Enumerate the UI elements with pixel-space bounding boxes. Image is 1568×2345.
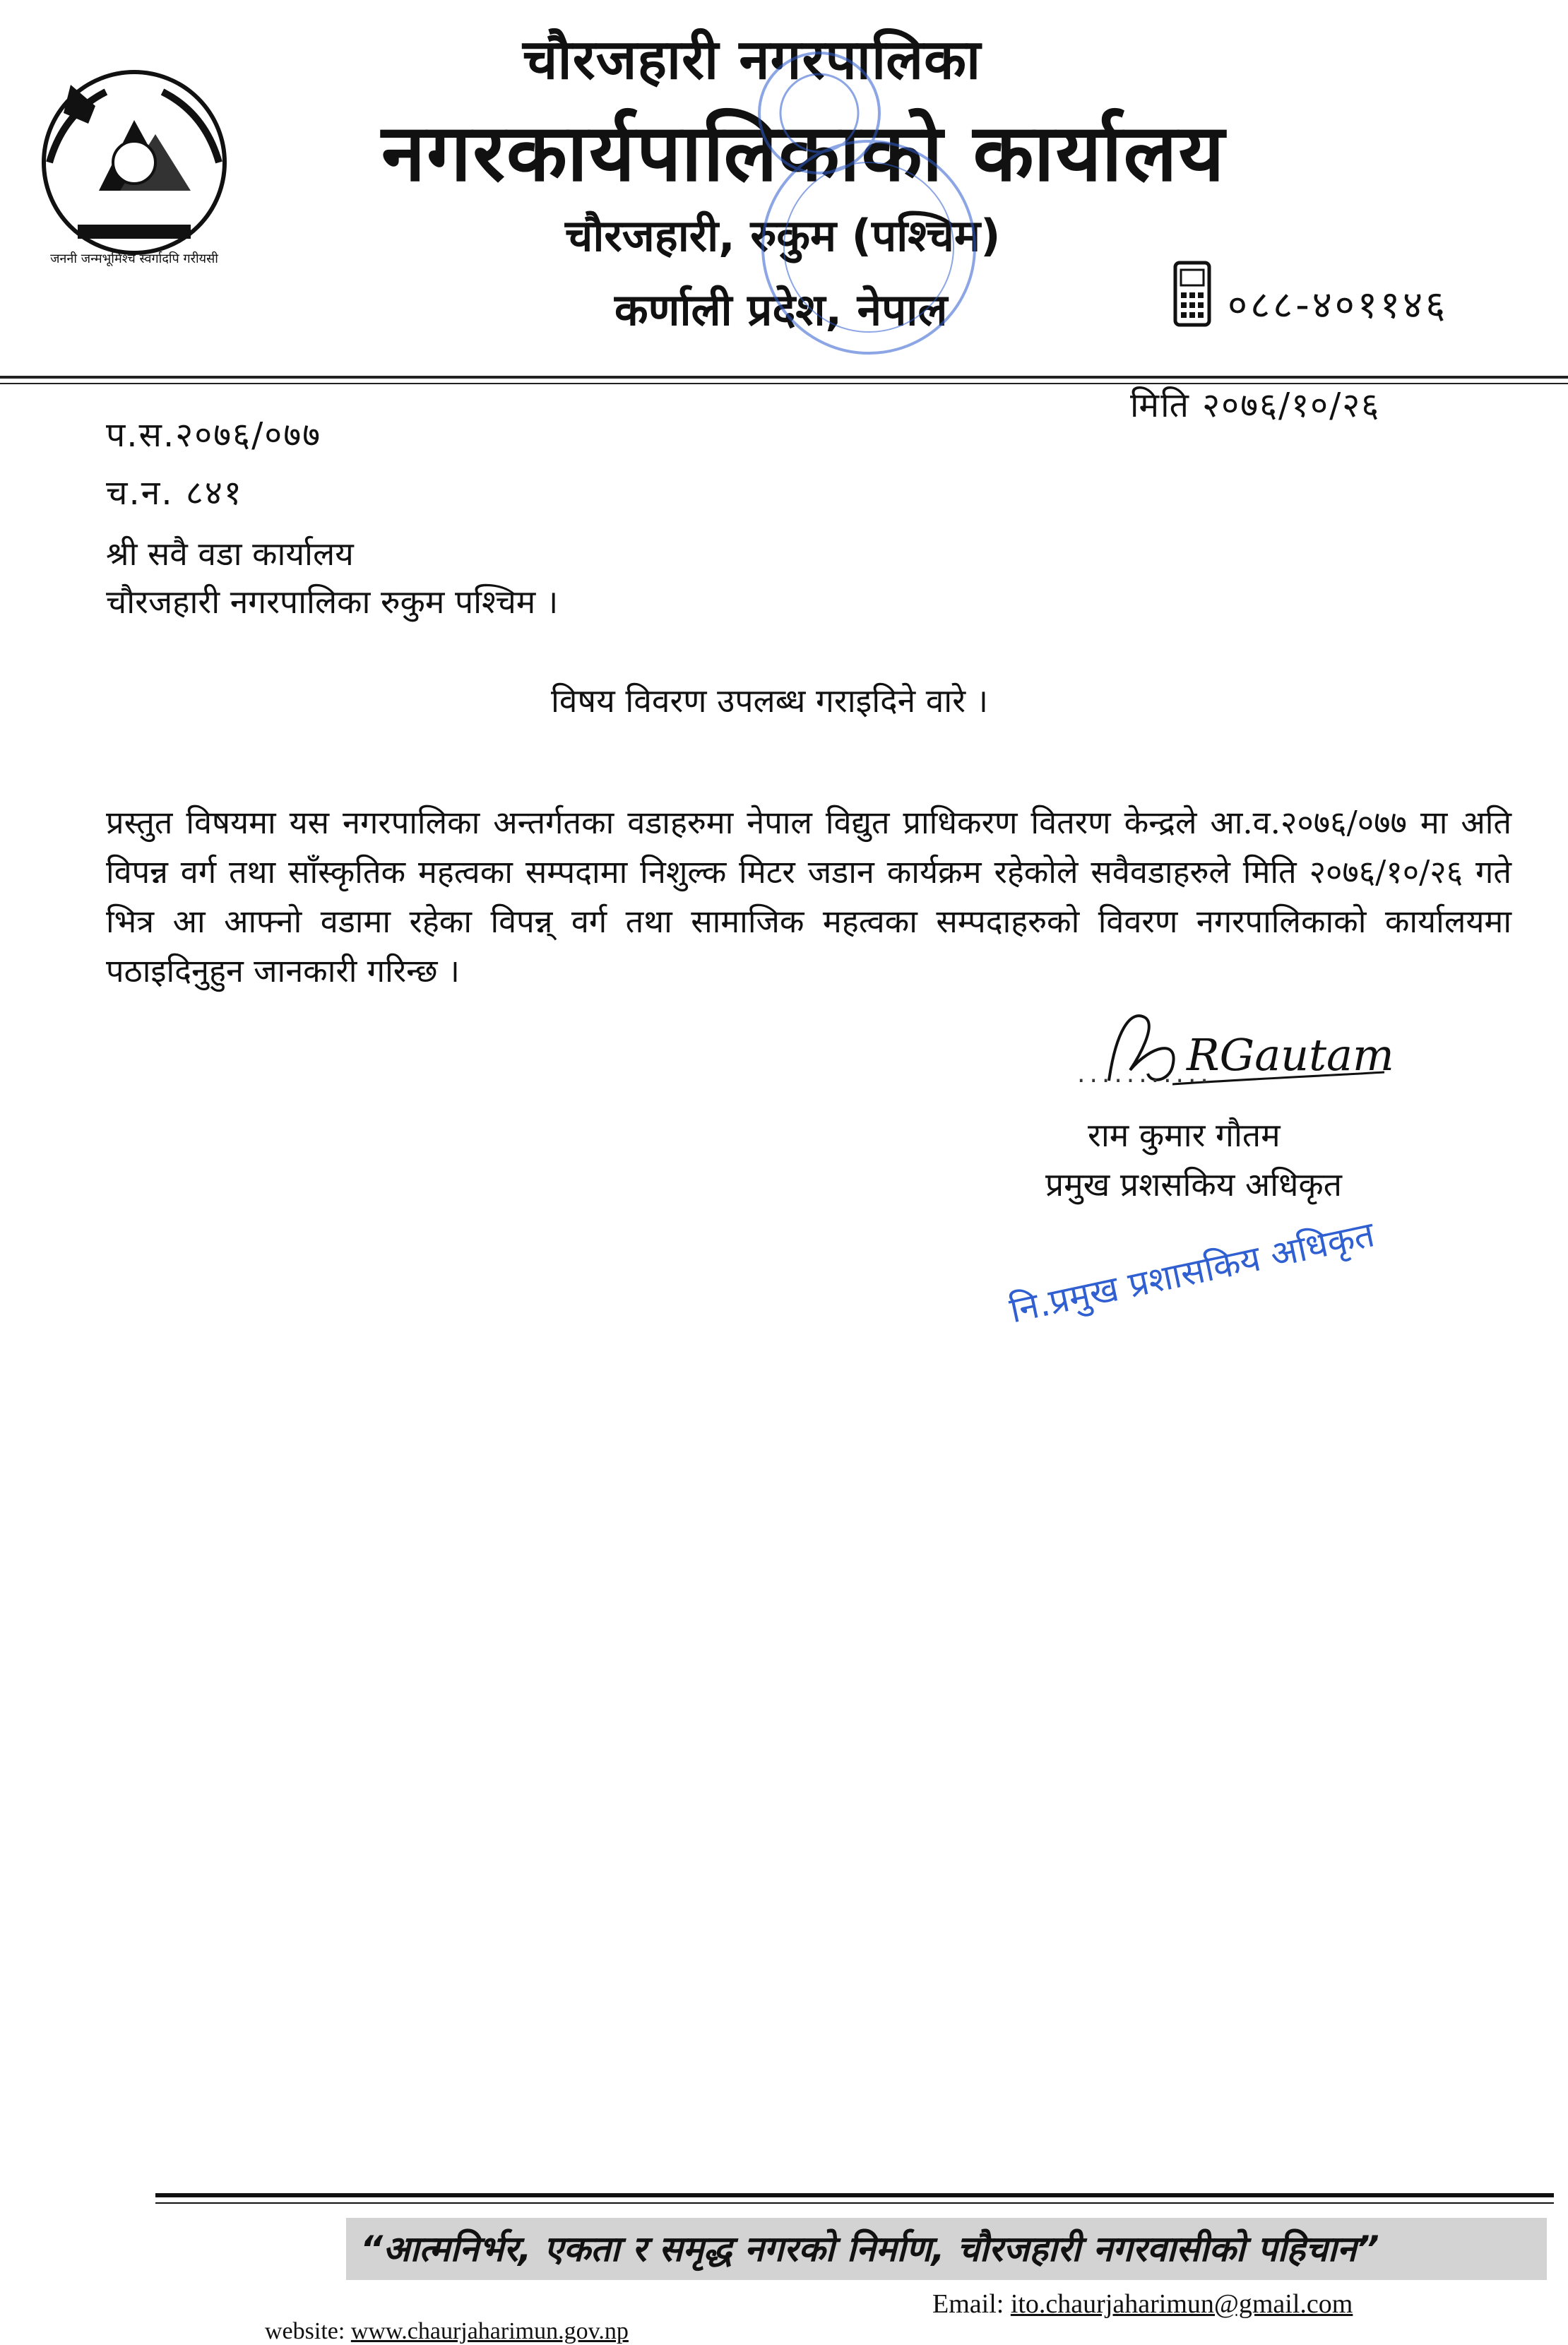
letter-subject: विषय विवरण उपलब्ध गराइदिने वारे । — [551, 682, 989, 720]
website-line — [265, 2318, 629, 2345]
signatory-name: राम कुमार गौतम — [1088, 1116, 1281, 1154]
footer-rule — [155, 2193, 1554, 2197]
footer-rule-thin — [155, 2202, 1554, 2204]
patra-sankhya: प.स.२०७६/०७७ — [106, 415, 322, 455]
mobile-phone-icon — [1171, 260, 1213, 328]
email-line — [932, 2288, 1353, 2320]
email-label: Email: — [932, 2289, 1011, 2319]
office-location: चौरजहारी, रुकुम (पश्चिम) — [565, 210, 1001, 261]
website-label: website: — [265, 2318, 351, 2344]
chalani-number: च.न. ८४१ — [106, 473, 243, 513]
municipality-motto: “आत्मनिर्भर, एकता र समृद्ध नगरको निर्माण, चौरजहारी नगरवासीको पहिचान” — [346, 2218, 1547, 2280]
letter-body: प्रस्तुत विषयमा यस नगरपालिका अन्तर्गतका वडाहरुमा नेपाल विद्युत प्राधिकरण वितरण केन्द्रले आ.व.२०७६/०७७ मा अति विपन्न वर्ग तथा साँस्कृतिक महत्वका सम्पदामा निशुल्क मिटर जडान कार्यक्रम रहेकोले सवैवडाहरुले मिति २०७६/१०/२६ गते भित्र आ आफ्नो वडामा रहेका विपन्न् वर्ग तथा सामाजिक महत्वका सम्पदाहरुको विवरण नगरपालिकाको कार्यालयमा पठाइदिनुहुन जानकारी गरिन्छ । — [106, 804, 1511, 990]
emblem-caption: जननी जन्मभूमिश्च स्वर्गादपि गरीयसी — [50, 251, 218, 266]
signature-text: RGautam — [1187, 1029, 1394, 1081]
municipality-name: चौरजहारी नगरपालिका — [523, 28, 982, 92]
website-link[interactable]: www.chaurjaharimun.gov.np — [350, 2318, 629, 2344]
header-rule — [0, 376, 1568, 379]
addressee-line-1: श्री सवै वडा कार्यालय — [106, 535, 354, 573]
signatory-title: प्रमुख प्रशसकिय अधिकृत — [1045, 1165, 1342, 1204]
handwritten-signature — [1081, 1003, 1406, 1109]
province-country: कर्णाली प्रदेश, नेपाल — [614, 284, 948, 336]
email-link[interactable]: ito.chaurjaharimun@gmail.com — [1010, 2289, 1353, 2319]
phone-number: ०८८-४०११४६ — [1228, 283, 1449, 327]
letter-date: मिति २०७६/१०/२६ — [1130, 386, 1381, 425]
acting-officer-stamp: नि.प्रमुख प्रशासकिय अधिकृत — [1006, 1213, 1378, 1331]
signature-dots: ........... — [1077, 1059, 1213, 1088]
addressee-line-2: चौरजहारी नगरपालिका रुकुम पश्चिम । — [106, 583, 559, 621]
nepal-emblem-logo — [21, 57, 247, 268]
office-seal-stamp — [678, 42, 1017, 367]
office-name: नगरकार्यपालिकाको कार्यालय — [381, 107, 1226, 199]
